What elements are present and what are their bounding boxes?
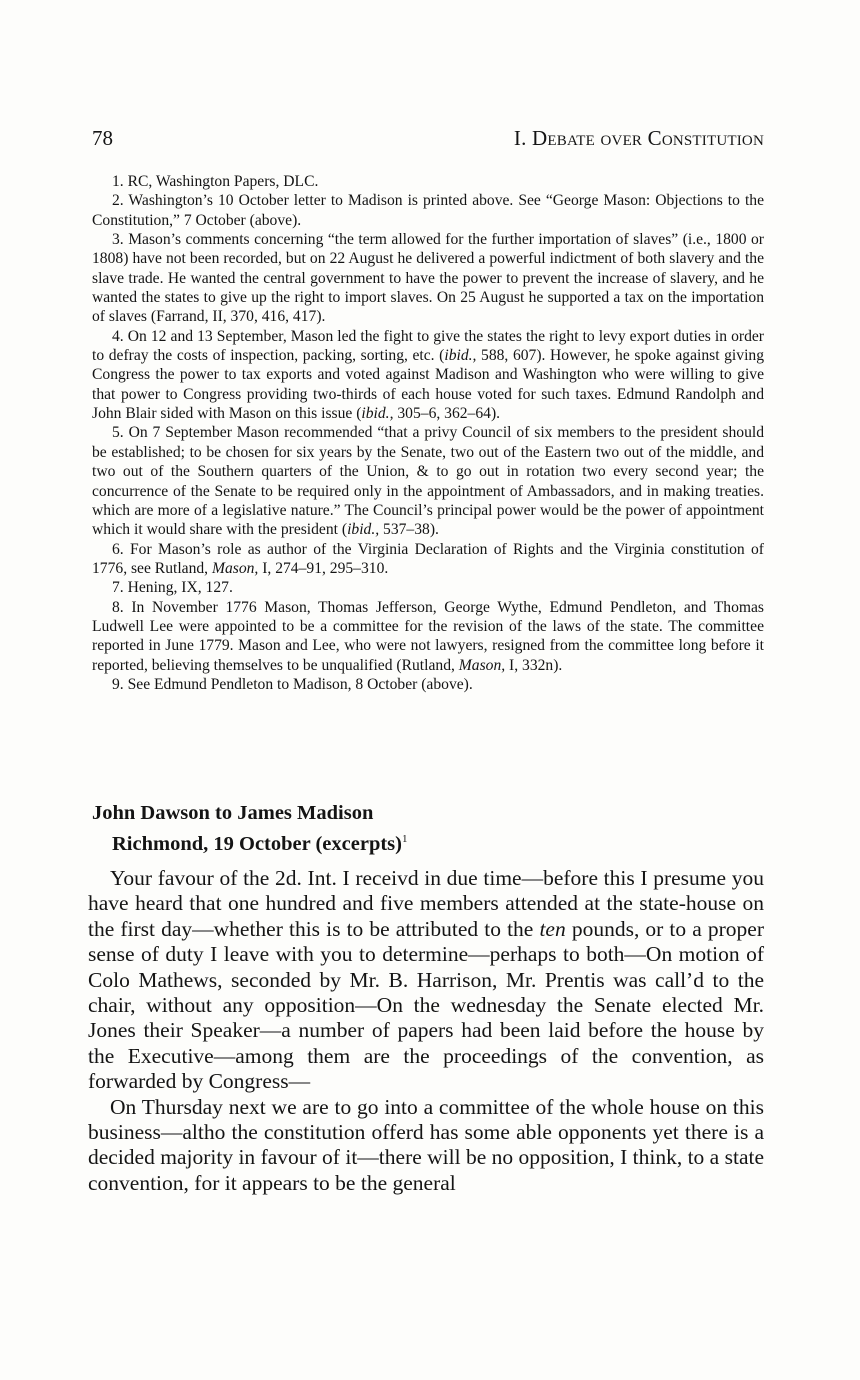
- section-title: I. Debate over Constitution: [513, 126, 764, 150]
- footnote-9: 9. See Edmund Pendleton to Madison, 8 October (above).: [112, 675, 473, 693]
- footnote-6: 6. For Mason’s role as author of the Virginia Declaration of Rights and the Virginia constitution of 1776, see Rutland, Mason, I, 274–91, 295–310.: [92, 540, 764, 577]
- footnote-3: 3. Mason’s comments concerning “the term allowed for the further importation of slaves” (i.e., 1800 or 1808) have not been recorded, but on 22 August he delivered a powerful indictment of both slavery and the slave trade. He wanted the central government to have the power to prevent the increase of slavery, and he wanted the states to give up the right to import slaves. On 25 August he supported a tax on the importation of slaves (Farrand, II, 370, 416, 417).: [92, 231, 764, 326]
- letter-place-date: Richmond, 19 October (excerpts)$^1$: [112, 833, 408, 855]
- running-head: [92, 126, 764, 151]
- letter-heading: [92, 800, 764, 857]
- footnote-2: 2. Washington’s 10 October letter to Madison is printed above. See “George Mason: Objections to the Constitution,” 7 October (above).: [92, 192, 764, 229]
- footnote-ref: 1: [401, 833, 408, 845]
- page-number: 78: [92, 126, 113, 150]
- footnote-5: 5. On 7 September Mason recommended “that a privy Council of six members to the president should be established; to be chosen for six years by the Senate, two out of the Eastern two out of the middle, and two out of the Southern quarters of the Union, & to go out in rotation two every second year; the concurrence of the Senate to be required only in the appointment of Ambassadors, and in making treaties. which are more of a legislative nature.” The Council’s principal power would be the power of appointment which it would share with the president (ibid., 537–38).: [92, 424, 764, 539]
- footnotes: [92, 172, 764, 694]
- letter-body: [88, 866, 764, 1196]
- letter-paragraph-1: Your favour of the 2d. Int. I receivd in due time—before this I presume you have heard that one hundred and five members attended at the state-house on the first day—whether this is to be attributed to the ten pounds, or to a proper sense of duty I leave with you to determine—perhaps to both—On motion of Colo Mathews, seconded by Mr. B. Harrison, Mr. Prentis was call’d to the chair, without any opposition—On the wednesday the Senate elected Mr. Jones their Speaker—a number of papers had been laid before the house by the Executive—among them are the proceedings of the convention, as forwarded by Congress—: [88, 866, 764, 1094]
- letter-paragraph-2: On Thursday next we are to go into a committee of the whole house on this business—altho the constitution offerd has some able opponents yet there is a decided majority in favour of it—there will be no opposition, I think, to a state convention, for it appears to be the general: [88, 1094, 764, 1195]
- letter-title: John Dawson to James Madison: [92, 802, 374, 824]
- footnote-1: 1. RC, Washington Papers, DLC.: [112, 173, 319, 190]
- footnote-4: 4. On 12 and 13 September, Mason led the fight to give the states the right to levy export duties in order to defray the costs of inspection, packing, sorting, etc. (ibid., 588, 607). However, he spoke against giving Congress the power to tax exports and voted against Madison and Washington who were willing to give that power to Congress providing two-thirds of each house voted for such taxes. Edmund Randolph and John Blair sided with Mason on this issue (ibid., 305–6, 362–64).: [92, 327, 764, 423]
- footnote-7: 7. Hening, IX, 127.: [112, 579, 233, 597]
- footnote-8: 8. In November 1776 Mason, Thomas Jefferson, George Wythe, Edmund Pendleton, and Thomas Ludwell Lee were appointed to be a committee for the revision of the laws of the state. The committee reported in June 1779. Mason and Lee, who were not lawyers, resigned from the committee long before it reported, believing themselves to be unqualified (Rutland, Mason, I, 332n).: [92, 598, 764, 674]
